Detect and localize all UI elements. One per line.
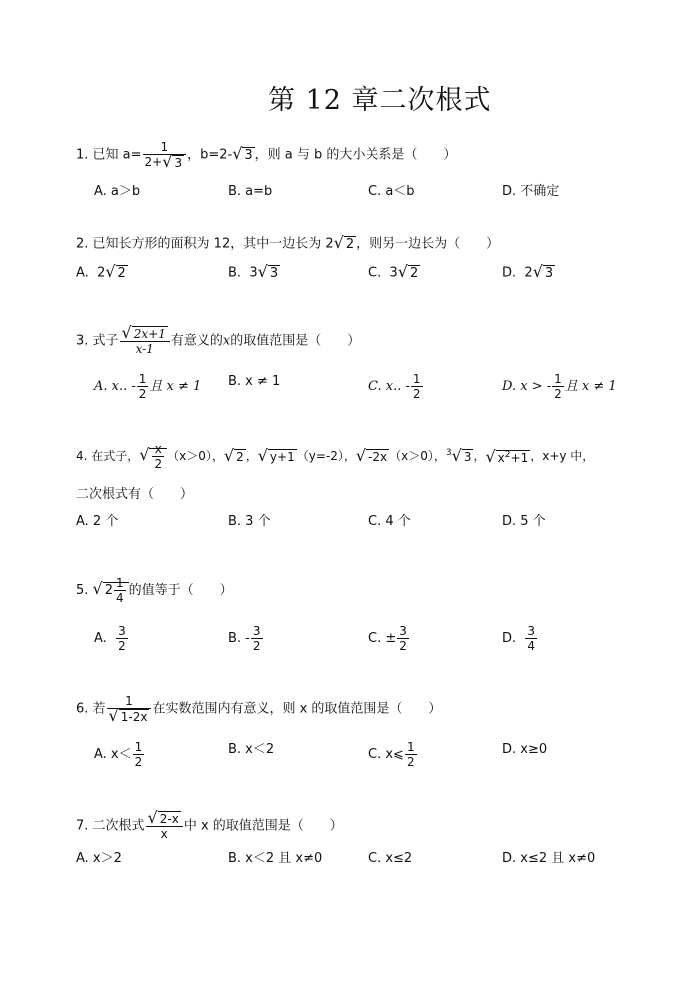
q7-option-d[interactable]: D. x≤2 且 x≠0	[502, 851, 596, 866]
q2-option-a[interactable]: A. 2√ 2	[76, 262, 126, 281]
q2-option-c[interactable]: C. 3√ 2	[368, 262, 419, 281]
q4-option-a[interactable]: A. 2 个	[76, 514, 119, 529]
q3-fraction: $\frac{√ 2x+1}{x-1}$	[120, 326, 170, 356]
question-2: 2. 已知长方形的面积为 12，其中一边长为 2√ 2 ，则另一边长为（ ）	[76, 233, 499, 255]
q1-option-c[interactable]: C. a＜b	[368, 184, 415, 199]
q1-option-a[interactable]: A. a＞b	[94, 184, 141, 199]
q7-option-c[interactable]: C. x≤2	[368, 851, 413, 866]
q1-option-b[interactable]: B. a=b	[228, 184, 273, 199]
q5-option-c[interactable]: C. ± $\frac{3}{2}$	[368, 624, 407, 653]
q4-line-2: 二次根式有（ ）	[76, 487, 194, 502]
q6-option-b[interactable]: B. x＜2	[228, 742, 275, 757]
q3-option-d[interactable]: D. x > - $\frac{1}{2}$ 且 x ≠ 1	[502, 372, 617, 401]
q2-radical: √ 2	[333, 233, 355, 252]
q5-option-b[interactable]: B. - $\frac{3}{2}$	[228, 624, 261, 653]
q2-option-d[interactable]: D. 2√ 3	[502, 262, 554, 281]
q3-option-b[interactable]: B. x ≠ 1	[228, 374, 281, 389]
q7-option-b[interactable]: B. x＜2 且 x≠0	[228, 851, 323, 866]
question-4: 4. 在式子，√ $\frac{x}{2}$ （x＞0），√ 2 ，√ y+1 （y=-2），√ -2x （x＞0），$^3$√ 3 ，√ $x^2+1$ ，x+y 中，	[76, 442, 595, 471]
q5-option-d[interactable]: D. $\frac{3}{4}$	[502, 624, 536, 653]
question-1: 1. 已知 a= $\frac{1}{2+√ 3}$ ，b=2-√ 3 ，则 a 与 b 的大小关系是（ ）	[76, 140, 457, 171]
q6-option-c[interactable]: C. x⩽ $\frac{1}{2}$	[368, 740, 415, 769]
q6-option-d[interactable]: D. x≥0	[502, 742, 548, 757]
q3-option-c[interactable]: C. x.. - $\frac{1}{2}$	[368, 372, 421, 401]
question-6: 6. 若 $\frac{1}{√ 1-2x}$ 在实数范围内有意义，则 x 的取值范围是（ ）	[76, 694, 442, 725]
q5-option-a[interactable]: A. $\frac{3}{2}$	[94, 624, 126, 653]
question-7: 7. 二次根式 $\frac{√ 2-x}{x}$ 中 x 的取值范围是（ ）	[76, 808, 343, 841]
q6-option-a[interactable]: A. x＜ $\frac{1}{2}$	[94, 740, 143, 769]
q4-option-d[interactable]: D. 5 个	[502, 514, 546, 529]
q4-option-b[interactable]: B. 3 个	[228, 514, 271, 529]
q1-option-d[interactable]: D. 不确定	[502, 184, 560, 199]
q7-option-a[interactable]: A. x＞2	[76, 851, 122, 866]
q3-option-a[interactable]: A. x.. - $\frac{1}{2}$ 且 x ≠ 1	[94, 372, 202, 401]
q1-fraction: $\frac{1}{2+√ 3}$	[143, 140, 187, 170]
q1-prefix: 1. 已知 a=	[76, 147, 142, 163]
q4-option-c[interactable]: C. 4 个	[368, 514, 411, 529]
question-5: 5. √ 2 $\frac{1}{4}$ 的值等于（ ）	[76, 576, 233, 605]
q1-radical: √ 3	[232, 144, 253, 163]
q2-option-b[interactable]: B. 3√ 3	[228, 262, 279, 281]
question-3: 3. 式子 $\frac{√ 2x+1}{x-1}$ 有意义的x的取值范围是（ ）	[76, 323, 361, 356]
page-title: 第 12 章二次根式	[268, 85, 492, 116]
